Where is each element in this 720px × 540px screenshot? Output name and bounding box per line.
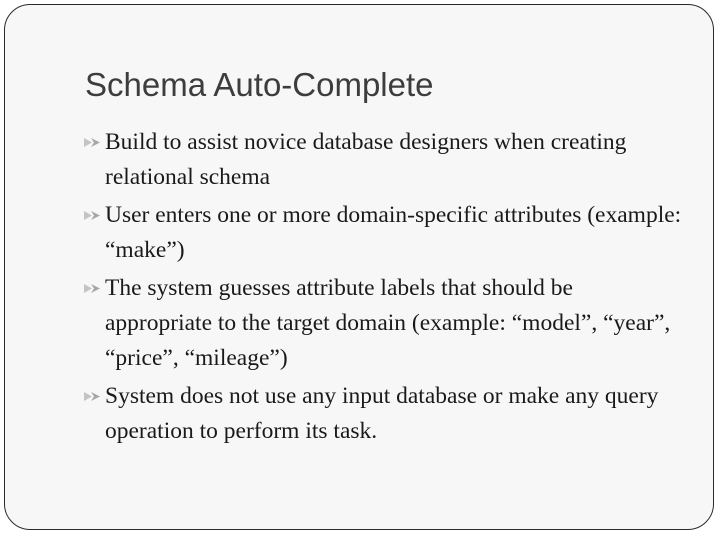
slide-frame [4,4,714,530]
bullet-item [83,379,683,449]
bullet-item [83,198,683,268]
bullet-text: The system guesses attribute labels that should be appropriate to the target domain (example: “model”, “year”, “price”, “mileage”) [105,275,671,371]
bullet-text: Build to assist novice database designers when creating relational schema [105,129,627,190]
bullet-text: User enters one or more domain-specific attributes (example: “make”) [105,202,682,263]
bullet-arrow-icon [83,283,101,294]
bullet-arrow-icon [83,137,101,148]
bullet-item [83,125,683,195]
bullet-list [83,125,683,452]
bullet-arrow-icon [83,391,101,402]
bullet-text: System does not use any input database or make any query operation to perform its task. [105,383,659,444]
bullet-arrow-icon [83,210,101,221]
slide-title: Schema Auto-Complete [85,66,434,103]
bullet-item [83,271,683,376]
